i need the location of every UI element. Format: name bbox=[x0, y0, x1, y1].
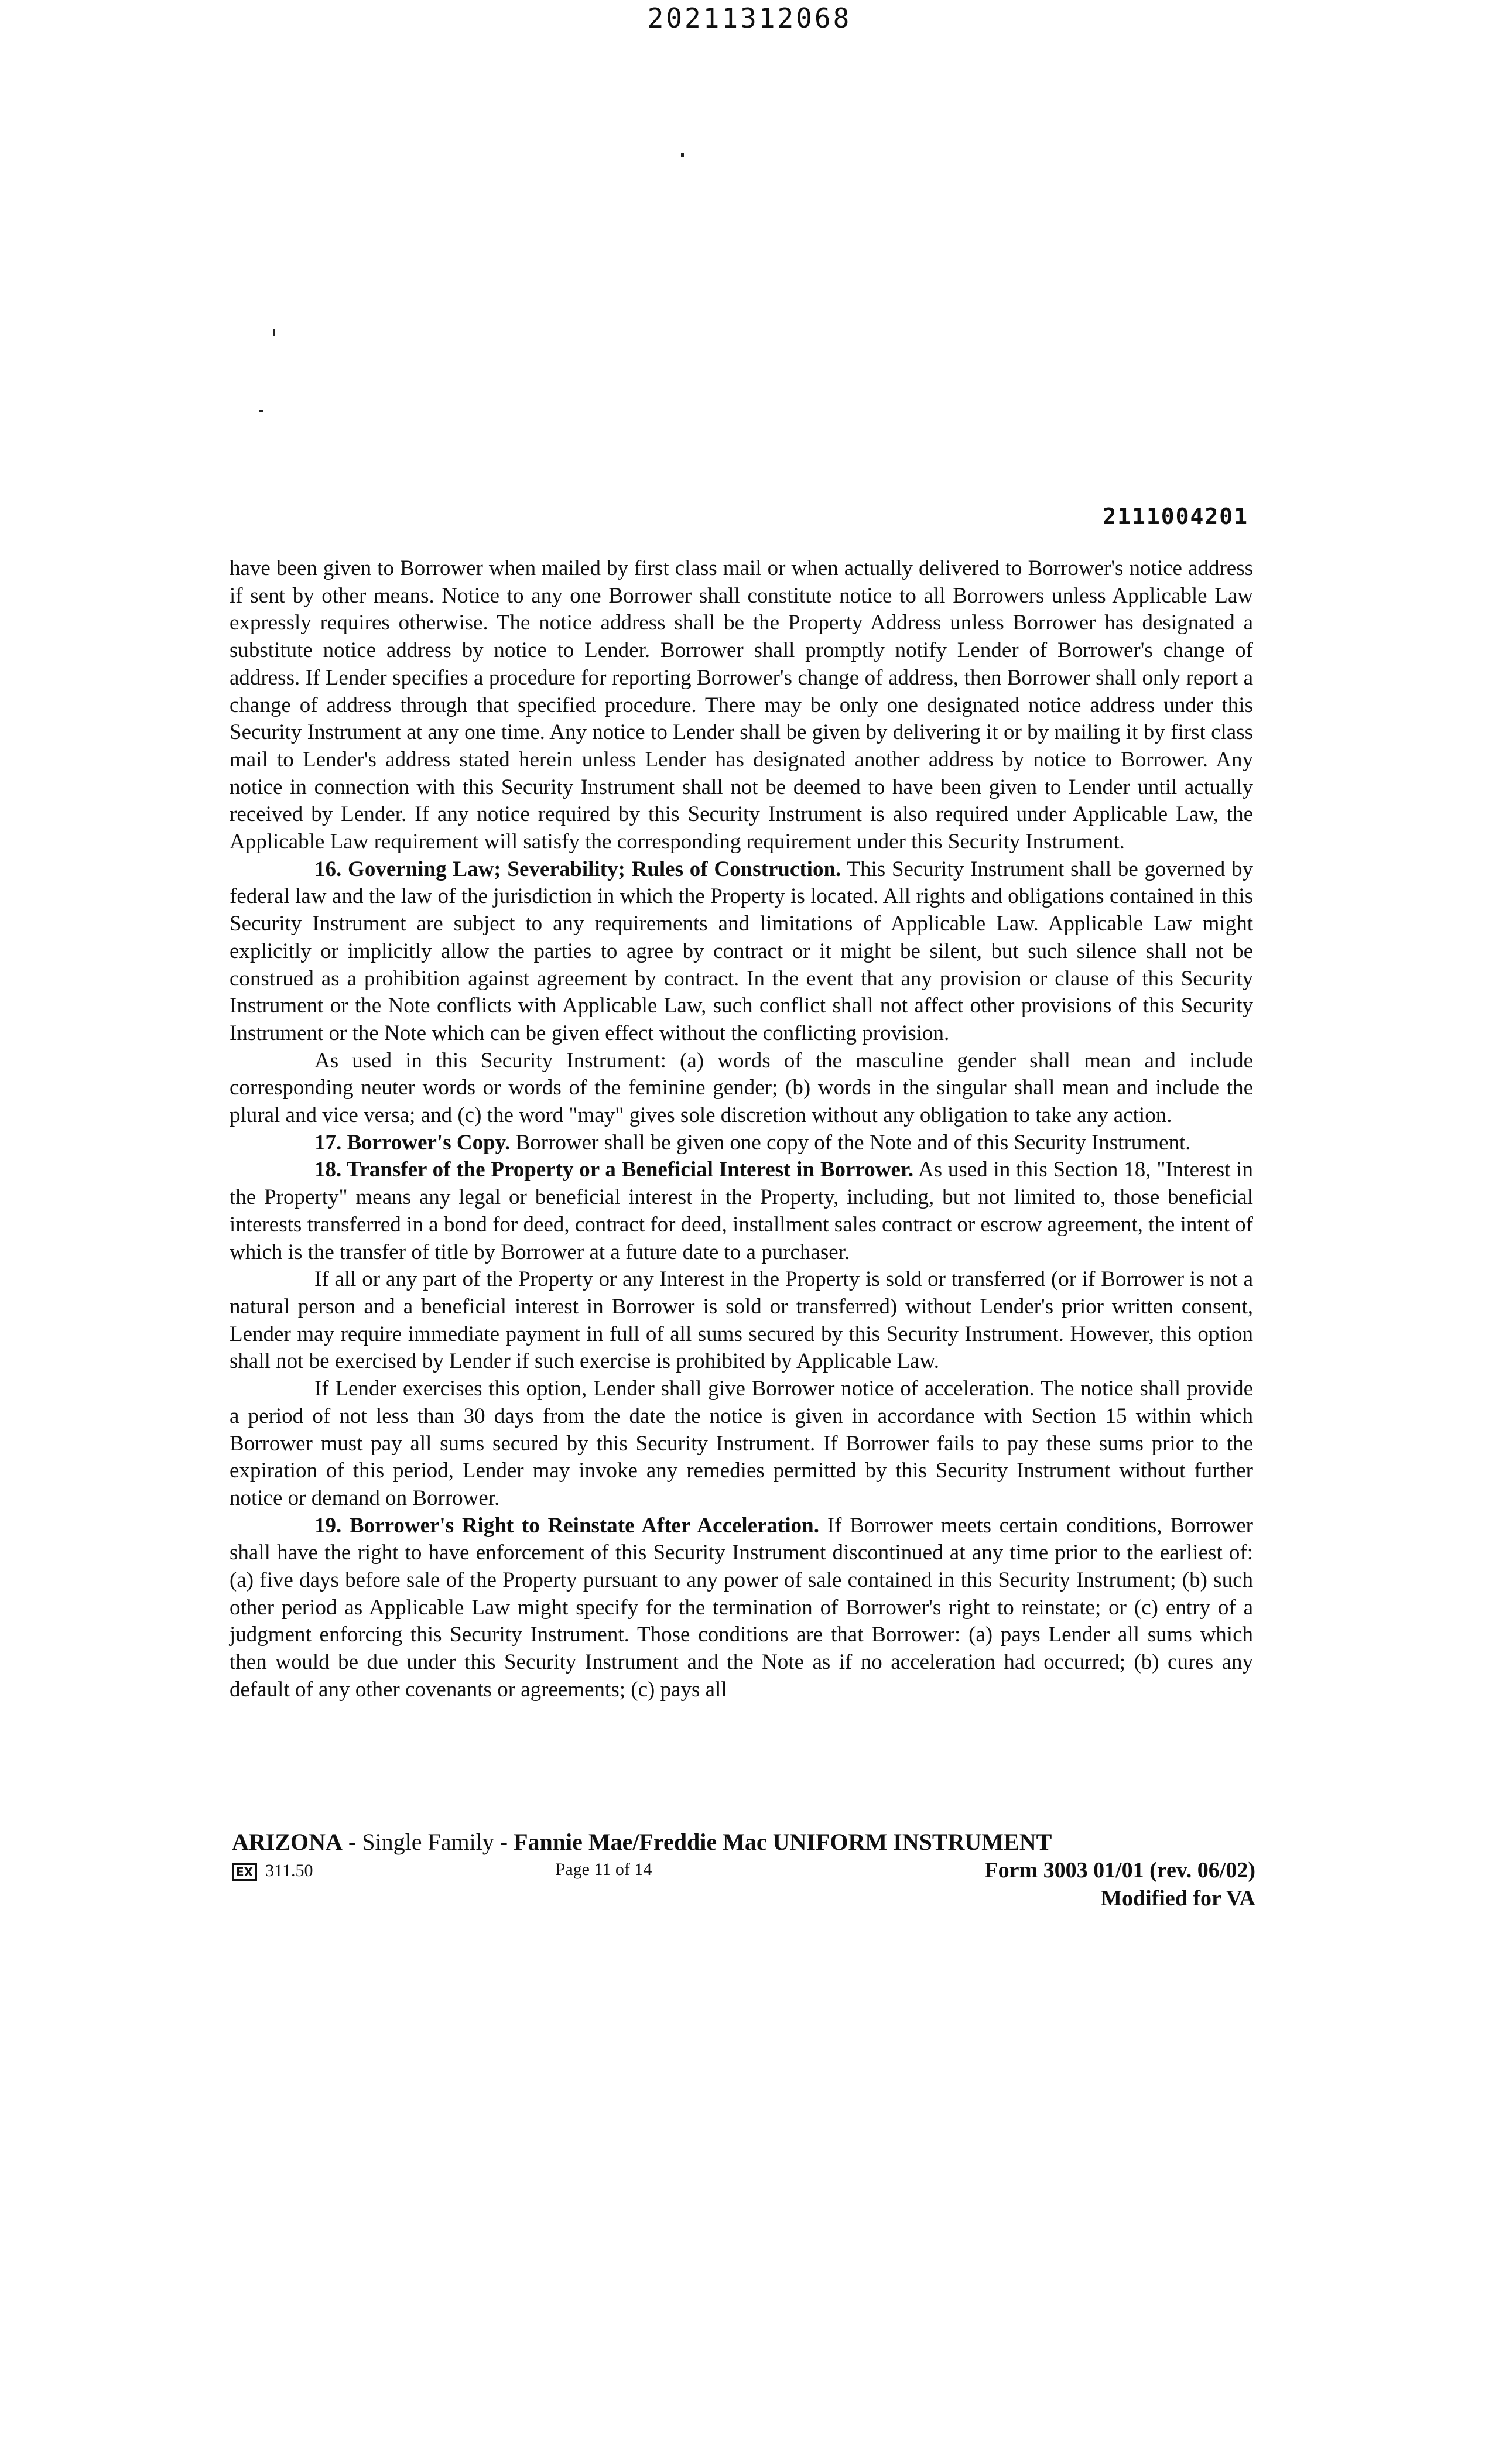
paragraph-notice-continuation: have been given to Borrower when mailed by first class mail or when actually delivered to Borrower's notice address if sent by other means. Notice to any one Borrower shall constitute notice to all Borrowers unless Applicable Law expressly requires otherwise. The notice address shall be the Property Address unless Borrower has designated a substitute notice address by notice to Lender. Borrower shall promptly notify Lender of Borrower's change of address. If Lender specifies a procedure for reporting Borrower's change of address, then Borrower shall only report a change of address through that specified procedure. There may be only one designated notice address under this Security Instrument at any one time. Any notice to Lender shall be given by delivering it or by mailing it by first class mail to Lender's address stated herein unless Lender has designated another address by notice to Borrower. Any notice in connection with this Security Instrument shall not be deemed to have been given to Lender until actually received by Lender. If any notice required by this Security Instrument is also required under Applicable Law, the Applicable Law requirement will satisfy the corresponding requirement under this Security Instrument. bbox=[230, 556, 1253, 854]
section-16-heading: 16. Governing Law; Severability; Rules of Construction. bbox=[314, 857, 841, 881]
section-16-text: This Security Instrument shall be governed by federal law and the law of the jurisdiction in which the Property is located. All rights and obligations contained in this Security Instrument are subject to any requirements and limitations of Applicable Law. Applicable Law might explicitly or implicitly allow the parties to agree by contract or it might be silent, but such silence shall not be construed as a prohibition against agreement by contract. In the event that any provision or clause of this Security Instrument or the Note conflicts with Applicable Law, such conflict shall not affect other provisions of this Security Instrument or the Note which can be given effect without the conflicting provision. bbox=[230, 857, 1254, 1045]
page-number: Page 11 of 14 bbox=[555, 1860, 652, 1879]
loan-number: 2111004201 bbox=[1103, 504, 1248, 529]
footer-instrument: Fannie Mae/Freddie Mac UNIFORM INSTRUMENT bbox=[514, 1829, 1052, 1855]
section-18 bbox=[230, 1156, 1253, 1266]
form-number: Form 3003 01/01 (rev. 06/02) bbox=[984, 1858, 1255, 1883]
section-16 bbox=[230, 856, 1253, 1048]
section-19-heading: 19. Borrower's Right to Reinstate After Acceleration. bbox=[314, 1513, 819, 1538]
footer-state: ARIZONA bbox=[232, 1829, 343, 1855]
ex-box-icon: EX bbox=[232, 1863, 257, 1881]
modified-note: Modified for VA bbox=[1101, 1886, 1255, 1911]
footer-row bbox=[232, 1857, 1255, 1885]
section-16-paragraph-2: As used in this Security Instrument: (a) words of the masculine gender shall mean and include corresponding neuter words or words of the feminine gender; (b) words in the singular shall mean and include the plural and vice versa; and (c) the word "may" gives sole discretion without any obligation to take any action. bbox=[230, 1048, 1253, 1128]
section-18-paragraph-2: If all or any part of the Property or any Interest in the Property is sold or transferred (or if Borrower is not a natural person and a beneficial interest in Borrower is sold or transferred) without Lender's prior written consent, Lender may require immediate payment in full of all sums secured by this Security Instrument. However, this option shall not be exercised by Lender if such exercise is prohibited by Applicable Law. bbox=[230, 1267, 1253, 1374]
form-code-number: 311.50 bbox=[265, 1861, 313, 1880]
section-17-heading: 17. Borrower's Copy. bbox=[314, 1130, 511, 1155]
document-body bbox=[230, 555, 1253, 1704]
recording-number: 20211312068 bbox=[647, 2, 852, 34]
section-17-text: Borrower shall be given one copy of the Note and of this Security Instrument. bbox=[510, 1130, 1191, 1155]
scan-speck bbox=[681, 153, 684, 157]
form-footer bbox=[232, 1827, 1255, 1911]
section-19 bbox=[230, 1512, 1253, 1704]
section-18-heading: 18. Transfer of the Property or a Beneficial Interest in Borrower. bbox=[314, 1158, 914, 1182]
section-18-paragraph-3: If Lender exercises this option, Lender shall give Borrower notice of acceleration. The notice shall provide a period of not less than 30 days from the date the notice is given in accordance with Section 15 within which Borrower must pay all sums secured by this Security Instrument. If Borrower fails to pay these sums prior to the expiration of this period, Lender may invoke any remedies permitted by this Security Instrument without further notice or demand on Borrower. bbox=[230, 1377, 1253, 1510]
section-18-text: As used in this Section 18, "Interest in the Property" means any legal or beneficial interest in the Property, including, but not limited to, those beneficial interests transferred in a bond for deed, contract for deed, installment sales contract or escrow agreement, the intent of which is the transfer of title by Borrower at a future date to a purchaser. bbox=[230, 1158, 1254, 1264]
section-19-text: If Borrower meets certain conditions, Borrower shall have the right to have enforcement of this Security Instrument discontinued at any time prior to the earliest of: (a) five days before sale of the Property pursuant to any power of sale contained in this Security Instrument; (b) such other period as Applicable Law might specify for the termination of Borrower's right to reinstate; or (c) entry of a judgment enforcing this Security Instrument. Those conditions are that Borrower: (a) pays Lender all sums which then would be due under this Security Instrument and the Note as if no acceleration had occurred; (b) cures any default of any other covenants or agreements; (c) pays all bbox=[230, 1513, 1254, 1702]
footer-instrument-line bbox=[232, 1827, 1255, 1857]
section-17 bbox=[230, 1130, 1253, 1157]
footer-state-suffix: - Single Family - bbox=[342, 1829, 514, 1855]
scan-speck bbox=[273, 329, 275, 336]
scan-speck bbox=[259, 410, 263, 412]
